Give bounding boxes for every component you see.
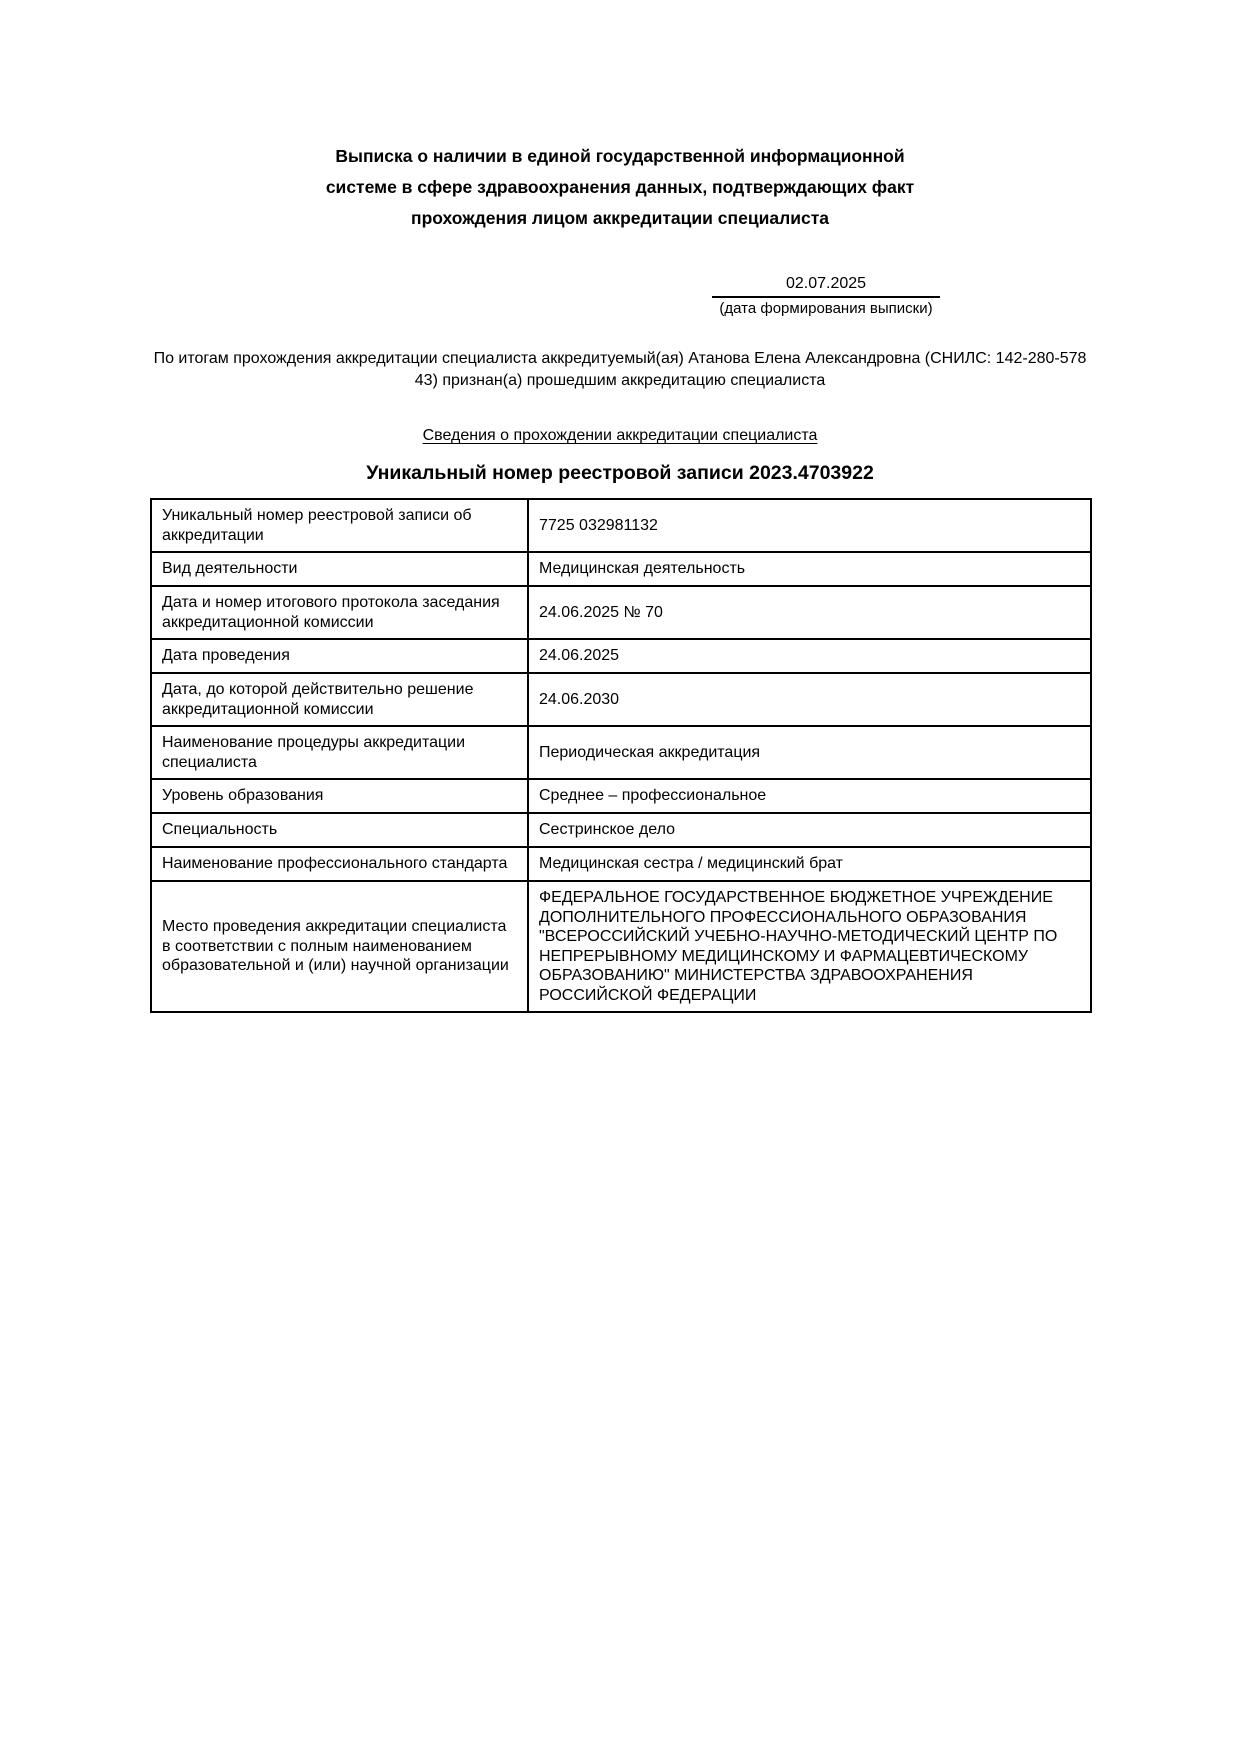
row-value-education-level: Среднее – профессиональное [528, 779, 1091, 813]
generation-date-caption: (дата формирования выписки) [719, 300, 933, 317]
table-row [151, 726, 1091, 779]
row-value-date-held: 24.06.2025 [528, 639, 1091, 673]
generation-date: 02.07.2025 [712, 274, 940, 298]
document-title-line-1: Выписка о наличии в единой государственной информационной [335, 146, 905, 166]
table-row [151, 881, 1091, 1012]
document-title-line-3: прохождения лицом аккредитации специалиста [411, 208, 829, 228]
row-value-venue: ФЕДЕРАЛЬНОЕ ГОСУДАРСТВЕННОЕ БЮДЖЕТНОЕ УЧРЕЖДЕНИЕ ДОПОЛНИТЕЛЬНОГО ПРОФЕССИОНАЛЬНОГО ОБРАЗОВАНИЯ "ВСЕРОССИЙСКИЙ УЧЕБНО-НАУЧНО-МЕТОДИЧЕСКИЙ ЦЕНТР ПО НЕПРЕРЫВНОМУ МЕДИЦИНСКОМУ И ФАРМАЦЕВТИЧЕСКОМУ ОБРАЗОВАНИЮ" МИНИСТЕРСТВА ЗДРАВООХРАНЕНИЯ РОССИЙСКОЙ ФЕДЕРАЦИИ [528, 881, 1091, 1012]
row-value-protocol: 24.06.2025 № 70 [528, 586, 1091, 639]
row-value-activity-type: Медицинская деятельность [528, 552, 1091, 586]
row-label-registry-number: Уникальный номер реестровой записи об аккредитации [151, 499, 528, 552]
table-row [151, 847, 1091, 881]
table-row [151, 499, 1091, 552]
row-value-registry-number: 7725 032981132 [528, 499, 1091, 552]
accreditation-result-paragraph: По итогам прохождения аккредитации специалиста аккредитуемый(ая) Атанова Елена Александровна (СНИЛС: 142-280-578 43) признан(а) прошедшим аккредитацию специалиста [153, 350, 1087, 389]
document-title [150, 141, 1090, 234]
row-label-activity-type: Вид деятельности [151, 552, 528, 586]
registry-number-heading: Уникальный номер реестровой записи 2023.4703922 [366, 462, 874, 484]
row-value-professional-standard: Медицинская сестра / медицинский брат [528, 847, 1091, 881]
table-row [151, 552, 1091, 586]
generation-date-block [712, 274, 940, 318]
accreditation-details-table [150, 498, 1092, 1013]
row-value-procedure-name: Периодическая аккредитация [528, 726, 1091, 779]
table-row [151, 813, 1091, 847]
row-label-venue: Место проведения аккредитации специалиста в соответствии с полным наименованием образовательной и (или) научной организации [151, 881, 528, 1012]
table-row [151, 673, 1091, 726]
row-label-education-level: Уровень образования [151, 779, 528, 813]
row-label-professional-standard: Наименование профессионального стандарта [151, 847, 528, 881]
row-label-protocol: Дата и номер итогового протокола заседания аккредитационной комиссии [151, 586, 528, 639]
document-title-line-2: системе в сфере здравоохранения данных, подтверждающих факт [325, 177, 915, 197]
table-row [151, 586, 1091, 639]
table-row [151, 639, 1091, 673]
row-label-valid-until: Дата, до которой действительно решение аккредитационной комиссии [151, 673, 528, 726]
row-value-specialty: Сестринское дело [528, 813, 1091, 847]
row-value-valid-until: 24.06.2030 [528, 673, 1091, 726]
row-label-procedure-name: Наименование процедуры аккредитации специалиста [151, 726, 528, 779]
row-label-date-held: Дата проведения [151, 639, 528, 673]
table-row [151, 779, 1091, 813]
row-label-specialty: Специальность [151, 813, 528, 847]
section-heading: Сведения о прохождении аккредитации специалиста [422, 427, 818, 444]
